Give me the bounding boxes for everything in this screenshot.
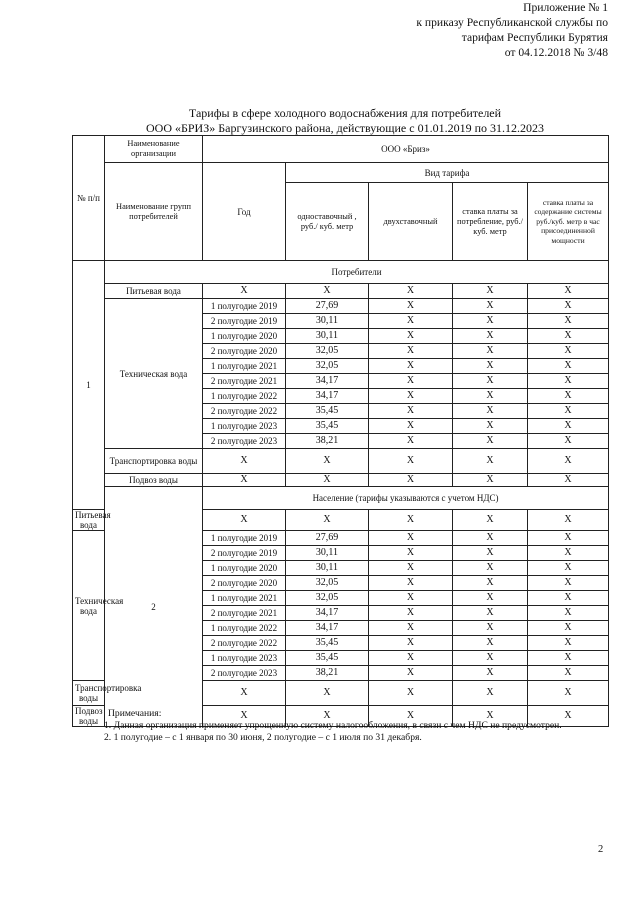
cell-value: Х xyxy=(453,706,528,727)
period-cell: 1 полугодие 2023 xyxy=(203,419,286,434)
cell-value: Х xyxy=(528,681,609,706)
cell-value: Х xyxy=(453,314,528,329)
cell-value: Х xyxy=(528,561,609,576)
cell-value: Х xyxy=(453,419,528,434)
period-cell: 1 полугодие 2019 xyxy=(203,299,286,314)
cell-value: Х xyxy=(369,344,453,359)
cell-value: Х xyxy=(528,404,609,419)
cell-value: Х xyxy=(203,449,286,474)
tariff-value-cell: 27,69 xyxy=(286,299,369,314)
cell-value: Х xyxy=(369,621,453,636)
period-cell: 1 полугодие 2020 xyxy=(203,329,286,344)
period-cell: 1 полугодие 2021 xyxy=(203,359,286,374)
period-cell: 1 полугодие 2022 xyxy=(203,389,286,404)
period-cell: 2 полугодие 2021 xyxy=(203,374,286,389)
order-reference: к приказу Республиканской службы по xyxy=(416,16,608,29)
cell-value: Х xyxy=(453,329,528,344)
tariff-value-cell: 32,05 xyxy=(286,344,369,359)
period-cell: 2 полугодие 2020 xyxy=(203,344,286,359)
cell-value: Х xyxy=(528,329,609,344)
water-delivery-label: Подвоз воды xyxy=(73,706,105,727)
header-groups-label: Наименование групп потребителей xyxy=(105,163,203,261)
cell-value: Х xyxy=(286,284,369,299)
cell-value: Х xyxy=(453,666,528,681)
cell-value: Х xyxy=(528,314,609,329)
header-tariff-kind: Вид тарифа xyxy=(286,163,609,183)
cell-value: Х xyxy=(369,531,453,546)
issuing-authority: тарифам Республики Бурятия xyxy=(461,31,608,44)
cell-value: Х xyxy=(453,474,528,487)
period-cell: 2 полугодие 2019 xyxy=(203,546,286,561)
cell-value: Х xyxy=(528,284,609,299)
header-number: № п/п xyxy=(73,136,105,261)
cell-value: Х xyxy=(286,474,369,487)
cell-value: Х xyxy=(528,591,609,606)
cell-value: Х xyxy=(528,510,609,531)
cell-value: Х xyxy=(528,344,609,359)
period-cell: 1 полугодие 2020 xyxy=(203,561,286,576)
cell-value: Х xyxy=(453,510,528,531)
tariff-value-cell: 27,69 xyxy=(286,531,369,546)
cell-value: Х xyxy=(369,419,453,434)
cell-value: Х xyxy=(203,510,286,531)
cell-value: Х xyxy=(286,681,369,706)
tariff-value-cell: 35,45 xyxy=(286,419,369,434)
tariff-value-cell: 35,45 xyxy=(286,404,369,419)
tariff-value-cell: 34,17 xyxy=(286,606,369,621)
cell-value: Х xyxy=(528,606,609,621)
cell-value: Х xyxy=(369,374,453,389)
cell-value: Х xyxy=(528,299,609,314)
period-cell: 2 полугодие 2022 xyxy=(203,636,286,651)
period-cell: 2 полугодие 2019 xyxy=(203,314,286,329)
cell-value: Х xyxy=(528,419,609,434)
document-title xyxy=(60,106,630,136)
cell-value: Х xyxy=(369,299,453,314)
period-cell: 2 полугодие 2020 xyxy=(203,576,286,591)
cell-value: Х xyxy=(453,651,528,666)
cell-value: Х xyxy=(528,374,609,389)
cell-value: Х xyxy=(453,561,528,576)
cell-value: Х xyxy=(528,706,609,727)
cell-value: Х xyxy=(369,329,453,344)
tariff-value-cell: 34,17 xyxy=(286,374,369,389)
cell-value: Х xyxy=(528,389,609,404)
tariff-value-cell: 38,21 xyxy=(286,434,369,449)
cell-value: Х xyxy=(453,344,528,359)
cell-value: Х xyxy=(453,299,528,314)
table-row xyxy=(73,449,609,474)
tariff-value-cell: 32,05 xyxy=(286,576,369,591)
water-delivery-label: Подвоз воды xyxy=(105,474,203,487)
table-header-row xyxy=(73,136,609,163)
consumer-group-title: Потребители xyxy=(105,261,609,284)
period-cell: 2 полугодие 2023 xyxy=(203,666,286,681)
title-line-2: ООО «БРИЗ» Баргузинского района, действующие с 01.01.2019 по 31.12.2023 xyxy=(145,121,544,135)
cell-value: Х xyxy=(369,449,453,474)
table-row xyxy=(73,299,609,314)
page-number: 2 xyxy=(598,844,604,855)
table-row xyxy=(73,487,609,510)
tariff-value-cell: 30,11 xyxy=(286,546,369,561)
period-cell: 2 полугодие 2022 xyxy=(203,404,286,419)
consumer-group-title: Население (тарифы указываются с учетом НДС) xyxy=(203,487,609,510)
cell-value: Х xyxy=(453,531,528,546)
cell-value: Х xyxy=(203,681,286,706)
tariff-value-cell: 30,11 xyxy=(286,561,369,576)
cell-value: Х xyxy=(453,606,528,621)
cell-value: Х xyxy=(369,606,453,621)
drinking-water-label: Питьевая вода xyxy=(105,284,203,299)
cell-value: Х xyxy=(203,284,286,299)
table-row xyxy=(73,474,609,487)
drinking-water-label: Питьевая вода xyxy=(73,510,105,531)
cell-value: Х xyxy=(453,359,528,374)
cell-value: Х xyxy=(369,546,453,561)
cell-value: Х xyxy=(453,636,528,651)
cell-value: Х xyxy=(453,576,528,591)
order-date-number: от 04.12.2018 № 3/48 xyxy=(504,46,608,59)
cell-value: Х xyxy=(453,546,528,561)
tariff-value-cell: 38,21 xyxy=(286,666,369,681)
period-cell: 2 полугодие 2023 xyxy=(203,434,286,449)
technical-water-label: Техническая вода xyxy=(105,299,203,449)
notes-heading: Примечания: xyxy=(108,708,162,719)
tariff-value-cell: 34,17 xyxy=(286,389,369,404)
table-row xyxy=(73,284,609,299)
cell-value: Х xyxy=(528,359,609,374)
period-cell: 1 полугодие 2022 xyxy=(203,621,286,636)
header-org-label: Наименование организации xyxy=(105,136,203,163)
cell-value: Х xyxy=(369,314,453,329)
document-header xyxy=(416,0,608,60)
section-number: 2 xyxy=(105,487,203,727)
tariff-value-cell: 30,11 xyxy=(286,314,369,329)
cell-value: Х xyxy=(453,389,528,404)
cell-value: Х xyxy=(369,591,453,606)
cell-value: Х xyxy=(453,404,528,419)
cell-value: Х xyxy=(528,636,609,651)
cell-value: Х xyxy=(528,651,609,666)
cell-value: Х xyxy=(369,651,453,666)
section-number: 1 xyxy=(73,261,105,510)
header-capacity-rate: ставка платы за содержание системы руб./куб. метр в час присоединенной мощности xyxy=(528,183,609,261)
cell-value: Х xyxy=(203,706,286,727)
table-row xyxy=(73,261,609,284)
cell-value: Х xyxy=(369,389,453,404)
technical-water-label: Техническая вода xyxy=(73,531,105,681)
cell-value: Х xyxy=(369,576,453,591)
tariff-value-cell: 34,17 xyxy=(286,621,369,636)
period-cell: 1 полугодие 2019 xyxy=(203,531,286,546)
tariff-table xyxy=(72,135,609,727)
period-cell: 1 полугодие 2021 xyxy=(203,591,286,606)
tariff-value-cell: 35,45 xyxy=(286,651,369,666)
cell-value: Х xyxy=(369,681,453,706)
cell-value: Х xyxy=(369,510,453,531)
title-line-1: Тарифы в сфере холодного водоснабжения для потребителей xyxy=(188,106,502,120)
tariff-value-cell: 32,05 xyxy=(286,359,369,374)
cell-value: Х xyxy=(528,531,609,546)
cell-value: Х xyxy=(369,666,453,681)
cell-value: Х xyxy=(369,636,453,651)
tariff-value-cell: 30,11 xyxy=(286,329,369,344)
transport-water-label: Транспортировка воды xyxy=(73,681,105,706)
cell-value: Х xyxy=(369,284,453,299)
cell-value: Х xyxy=(528,666,609,681)
cell-value: Х xyxy=(286,449,369,474)
cell-value: Х xyxy=(453,681,528,706)
cell-value: Х xyxy=(528,434,609,449)
cell-value: Х xyxy=(286,706,369,727)
cell-value: Х xyxy=(369,434,453,449)
header-two-rate: двухставочный xyxy=(369,183,453,261)
cell-value: Х xyxy=(369,404,453,419)
period-cell: 2 полугодие 2021 xyxy=(203,606,286,621)
cell-value: Х xyxy=(528,576,609,591)
cell-value: Х xyxy=(528,474,609,487)
cell-value: Х xyxy=(528,621,609,636)
transport-water-label: Транспортировка воды xyxy=(105,449,203,474)
period-cell: 1 полугодие 2023 xyxy=(203,651,286,666)
table-header-row xyxy=(73,163,609,183)
cell-value: Х xyxy=(453,449,528,474)
header-consumption-rate: ставка платы за потребление, руб./ куб. метр xyxy=(453,183,528,261)
header-single-rate: одноставочный , руб./ куб. метр xyxy=(286,183,369,261)
cell-value: Х xyxy=(286,510,369,531)
header-year: Год xyxy=(203,163,286,261)
cell-value: Х xyxy=(453,374,528,389)
note-1: 1. Данная организация применяет упрощенную систему налогообложения, в связи с чем НДС не предусмотрен. xyxy=(104,720,562,731)
note-2: 2. 1 полугодие – с 1 января по 30 июня, 2 полугодие – с 1 июля по 31 декабря. xyxy=(104,732,422,743)
cell-value: Х xyxy=(369,474,453,487)
cell-value: Х xyxy=(453,621,528,636)
cell-value: Х xyxy=(453,591,528,606)
header-org-name: ООО «Бриз» xyxy=(203,136,609,163)
appendix-label: Приложение № 1 xyxy=(523,1,608,14)
cell-value: Х xyxy=(369,359,453,374)
cell-value: Х xyxy=(203,474,286,487)
notes-block xyxy=(104,708,608,744)
cell-value: Х xyxy=(453,284,528,299)
tariff-value-cell: 35,45 xyxy=(286,636,369,651)
tariff-value-cell: 32,05 xyxy=(286,591,369,606)
cell-value: Х xyxy=(369,706,453,727)
cell-value: Х xyxy=(369,561,453,576)
cell-value: Х xyxy=(528,546,609,561)
cell-value: Х xyxy=(528,449,609,474)
cell-value: Х xyxy=(453,434,528,449)
